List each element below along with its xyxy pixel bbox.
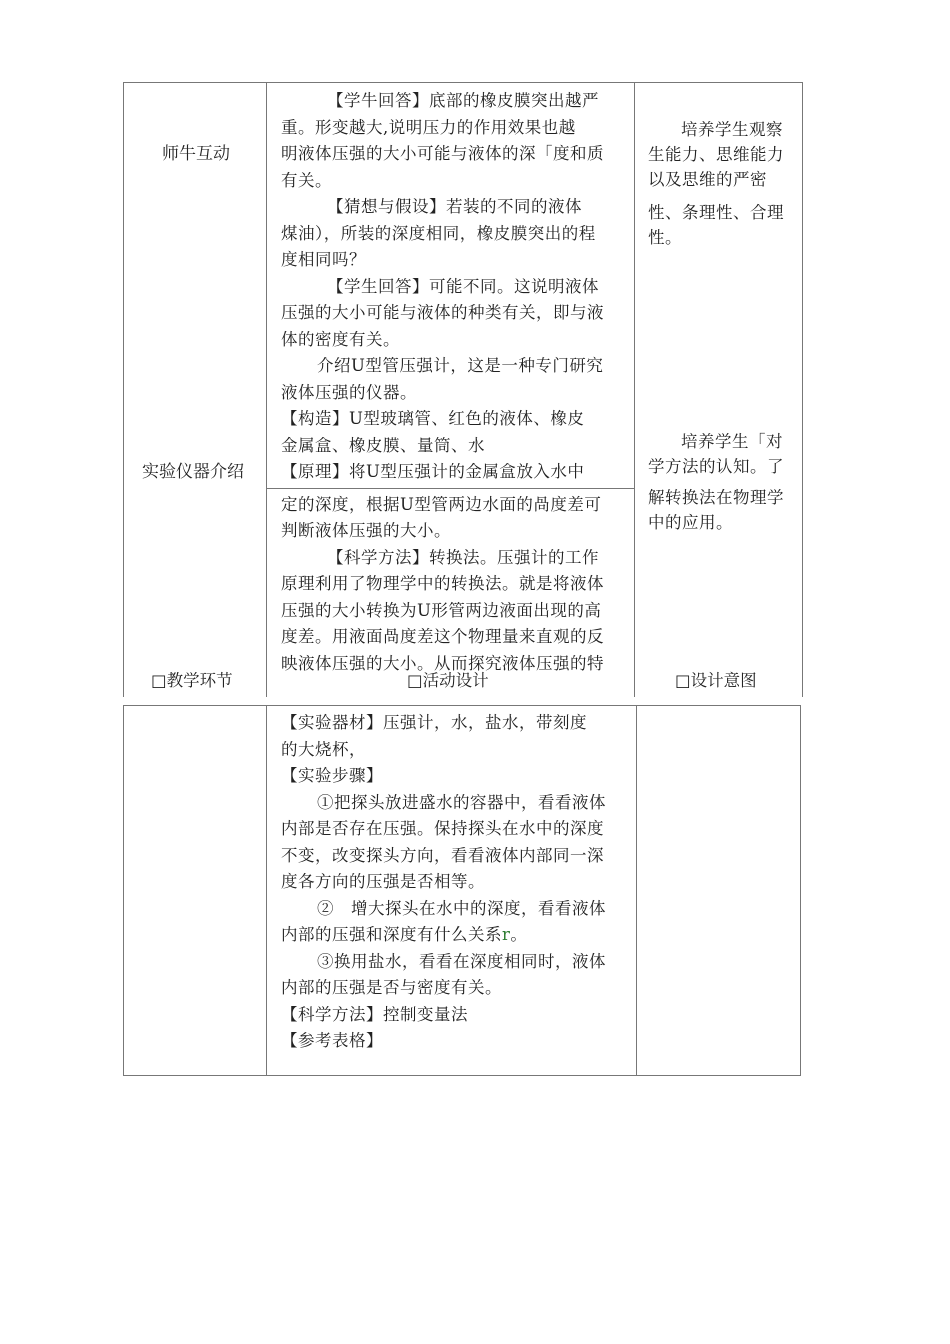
text-segment: 内部的压强和深度有什么关系 xyxy=(281,925,502,944)
text-line: 【参考表格】 xyxy=(281,1031,383,1050)
text-line: 性。 xyxy=(648,228,682,247)
text-line: 【实验步骤】 xyxy=(281,766,383,785)
text-line: 原理利用了物理学中的转换法。就是将液体 xyxy=(281,574,604,593)
column-divider xyxy=(266,706,267,1075)
column-divider xyxy=(634,83,635,697)
text-line: 内部的压强是否与密度有关。 xyxy=(281,978,502,997)
text-line: 【构造】U型玻璃管、红色的液体、橡皮 xyxy=(281,409,585,428)
column-divider xyxy=(636,706,637,1075)
text-line: ② 增大探头在水中的深度，看看液体 xyxy=(317,898,606,918)
text-line: 解转换法在物理学 xyxy=(648,488,784,507)
text-line: 压强的大小转换为U形管两边液面出现的高 xyxy=(281,600,602,620)
activity-design-text xyxy=(281,88,631,677)
text-line: 重。形变越大,说明压力的作用效果也越 xyxy=(281,117,576,137)
text-line: 【实验器材】压强计，水，盐水，带刻度 xyxy=(281,713,587,732)
text-line: 判断液体压强的大小。 xyxy=(281,521,451,540)
text-line: 性、条理性、合理 xyxy=(648,203,784,222)
text-line: 压强的大小可能与液体的种类有关，即与液 xyxy=(281,303,604,322)
column-divider xyxy=(266,83,267,697)
text-line: 映液体压强的大小。从而探究液体压强的特 xyxy=(281,653,604,673)
text-line xyxy=(281,922,633,949)
text-line: 明液体压强的大小可能与液体的深「度和质 xyxy=(281,144,604,163)
lesson-table-upper xyxy=(123,82,803,697)
text-line: 【学牛回答】底部的橡皮膜突出越严 xyxy=(327,91,599,110)
text-line: 有关。 xyxy=(281,170,332,190)
footer-activity-design: □活动设计 xyxy=(407,671,489,690)
footer-design-intent: □设计意图 xyxy=(675,671,757,690)
text-line: 中的应用。 xyxy=(648,513,733,532)
text-line: 培养学生观察 xyxy=(681,120,783,139)
text-line: 度相同吗？ xyxy=(281,250,366,269)
text-line: ③换用盐水，看看在深度相同时，液体 xyxy=(317,951,606,971)
text-line: 金属盒、橡皮膜、量筒、水 xyxy=(281,435,485,455)
stage-equipment-intro: 实验仪器介绍 xyxy=(142,462,244,482)
text-line: 液体压强的仪器。 xyxy=(281,382,417,402)
text-line: 【学生回答】可能不同。这说明液体 xyxy=(327,276,599,296)
text-line: ①把探头放进盛水的容器中，看看液体 xyxy=(317,792,606,812)
text-line: 度各方向的压强是否相等。 xyxy=(281,872,485,891)
text-line: 【猜想与假设】若装的不同的液体 xyxy=(327,197,582,216)
lesson-table-lower xyxy=(123,705,801,1076)
text-line: 不变，改变探头方向，看看液体内部同一深 xyxy=(281,845,604,865)
text-line: 【科学方法】控制变量法 xyxy=(281,1004,468,1024)
text-line: 培养学生「对 xyxy=(681,432,783,451)
text-segment: 。 xyxy=(510,925,528,944)
text-line: 以及思维的严密 xyxy=(648,170,767,189)
footer-teaching-stage: □教学环节 xyxy=(151,671,233,690)
text-line: 内部是否存在压强。保持探头在水中的深度 xyxy=(281,819,604,838)
text-line: 生能力、思维能力 xyxy=(648,145,784,164)
text-segment: r xyxy=(502,925,511,944)
text-line: 度差。用液面咼度差这个物理量来直观的反 xyxy=(281,627,604,646)
design-intent-observation xyxy=(648,117,800,250)
text-line: 【原理】将U型压强计的金属盒放入水中 xyxy=(281,462,585,481)
text-line: 学方法的认知。了 xyxy=(648,457,784,476)
text-line: 体的密度有关。 xyxy=(281,329,400,349)
text-line: 定的深度，根据U型管两边水面的咼度差可 xyxy=(281,494,602,514)
text-line: 介绍U型管压强计，这是一种专门研究 xyxy=(317,356,604,375)
text-line: 煤油），所装的深度相同，橡皮膜突出的程 xyxy=(281,223,596,243)
text-line: 的大烧杯， xyxy=(281,739,366,759)
stage-interaction: 师牛互动 xyxy=(162,144,230,164)
text-line: 【科学方法】转换法。压强计的工作 xyxy=(327,547,599,567)
design-intent-method xyxy=(648,429,800,535)
experiment-design-text xyxy=(281,710,633,1055)
